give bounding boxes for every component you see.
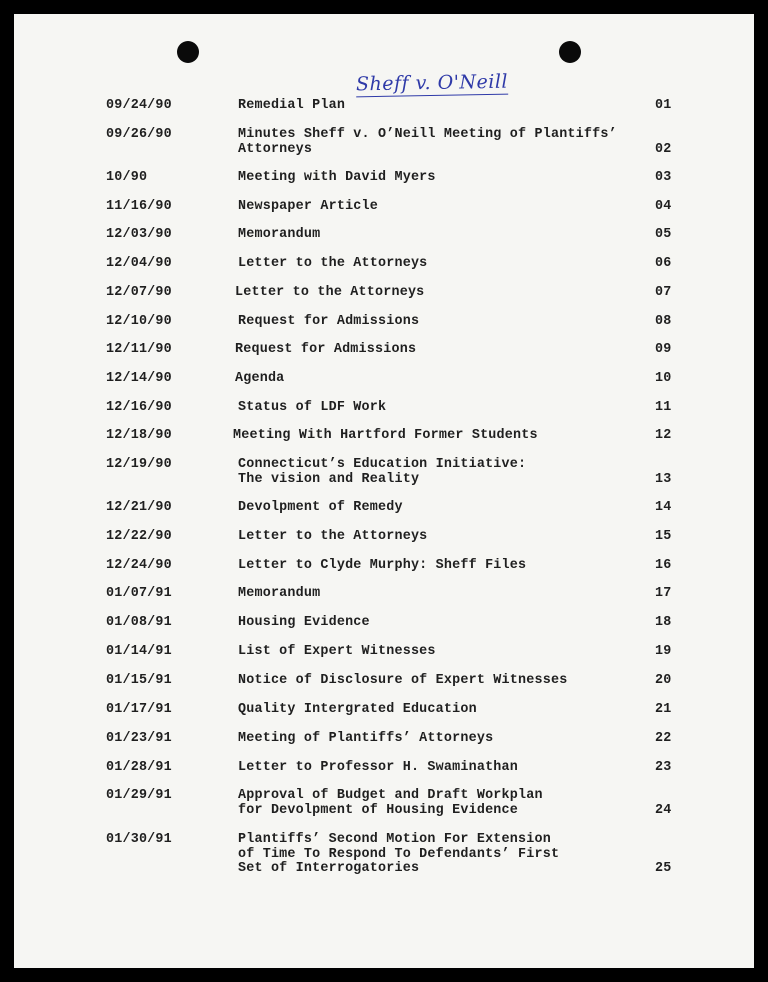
entry-date: 01/07/91 — [106, 586, 172, 601]
entry-title: Approval of Budget and Draft Workplan for Devolpment of Housing Evidence — [238, 788, 543, 818]
entry-number: 18 — [655, 615, 672, 630]
entry-title: Letter to the Attorneys — [238, 529, 428, 544]
entry-number: 07 — [655, 285, 672, 300]
entry-date: 12/07/90 — [106, 285, 172, 300]
entry-number: 13 — [655, 471, 672, 487]
document-page — [14, 14, 754, 968]
entry-title: Memorandum — [238, 227, 321, 242]
entry-date: 01/29/91 — [106, 788, 172, 803]
entry-title: Status of LDF Work — [238, 400, 387, 415]
entry-date: 12/21/90 — [106, 500, 172, 515]
entry-title: List of Expert Witnesses — [238, 644, 436, 659]
entry-title: Plantiffs’ Second Motion For Extension of Time To Respond To Defendants’ First Set of Interrogatories — [238, 832, 560, 876]
entry-title: Meeting of Plantiffs’ Attorneys — [238, 731, 494, 746]
entry-date: 01/15/91 — [106, 673, 172, 688]
entry-number: 02 — [655, 141, 672, 157]
entry-title: Meeting With Hartford Former Students — [233, 428, 538, 443]
entry-number: 08 — [655, 314, 672, 329]
entry-date: 01/23/91 — [106, 731, 172, 746]
entry-number: 16 — [655, 558, 672, 573]
entry-date: 01/17/91 — [106, 702, 172, 717]
entry-title: Request for Admissions — [238, 314, 420, 329]
entry-number: 19 — [655, 644, 672, 659]
entry-date: 10/90 — [106, 170, 148, 185]
entry-title: Housing Evidence — [238, 615, 370, 630]
entry-date: 09/24/90 — [106, 98, 172, 113]
entry-date: 12/16/90 — [106, 400, 172, 415]
entry-number: 24 — [655, 802, 672, 818]
entry-number: 11 — [655, 400, 672, 415]
entry-number: 01 — [655, 98, 672, 113]
entry-number: 23 — [655, 760, 672, 775]
entry-date: 12/03/90 — [106, 227, 172, 242]
index-list — [14, 14, 754, 968]
entry-title: Letter to the Attorneys — [235, 285, 425, 300]
entry-date: 09/26/90 — [106, 127, 172, 142]
entry-date: 12/10/90 — [106, 314, 172, 329]
entry-title: Agenda — [235, 371, 285, 386]
entry-title: Notice of Disclosure of Expert Witnesses — [238, 673, 568, 688]
entry-number: 22 — [655, 731, 672, 746]
entry-date: 01/14/91 — [106, 644, 172, 659]
entry-date: 12/24/90 — [106, 558, 172, 573]
entry-number: 21 — [655, 702, 672, 717]
entry-number: 09 — [655, 342, 672, 357]
entry-title: Memorandum — [238, 586, 321, 601]
entry-date: 11/16/90 — [106, 199, 172, 214]
entry-title: Minutes Sheff v. O’Neill Meeting of Plantiffs’ Attorneys — [238, 127, 617, 157]
entry-number: 14 — [655, 500, 672, 515]
entry-date: 01/30/91 — [106, 832, 172, 847]
entry-title: Newspaper Article — [238, 199, 379, 214]
entry-number: 06 — [655, 256, 672, 271]
entry-number: 05 — [655, 227, 672, 242]
entry-number: 03 — [655, 170, 672, 185]
entry-title: Devolpment of Remedy — [238, 500, 403, 515]
entry-title: Request for Admissions — [235, 342, 417, 357]
entry-title: Connecticut’s Education Initiative: The vision and Reality — [238, 457, 527, 487]
entry-number: 12 — [655, 428, 672, 443]
entry-title: Letter to Professor H. Swaminathan — [238, 760, 519, 775]
entry-date: 12/18/90 — [106, 428, 172, 443]
entry-number: 10 — [655, 371, 672, 386]
entry-date: 12/14/90 — [106, 371, 172, 386]
entry-number: 15 — [655, 529, 672, 544]
entry-number: 17 — [655, 586, 672, 601]
entry-number: 04 — [655, 199, 672, 214]
entry-date: 12/19/90 — [106, 457, 172, 472]
entry-date: 01/08/91 — [106, 615, 172, 630]
entry-date: 01/28/91 — [106, 760, 172, 775]
entry-title: Letter to the Attorneys — [238, 256, 428, 271]
entry-title: Remedial Plan — [238, 98, 346, 113]
entry-title: Letter to Clyde Murphy: Sheff Files — [238, 558, 527, 573]
entry-number: 25 — [655, 861, 672, 876]
entry-date: 12/11/90 — [106, 342, 172, 357]
entry-title: Quality Intergrated Education — [238, 702, 477, 717]
handwritten-title: Sheff v. O'Neill — [355, 70, 509, 96]
entry-date: 12/22/90 — [106, 529, 172, 544]
entry-title: Meeting with David Myers — [238, 170, 436, 185]
entry-number: 20 — [655, 673, 672, 688]
entry-date: 12/04/90 — [106, 256, 172, 271]
